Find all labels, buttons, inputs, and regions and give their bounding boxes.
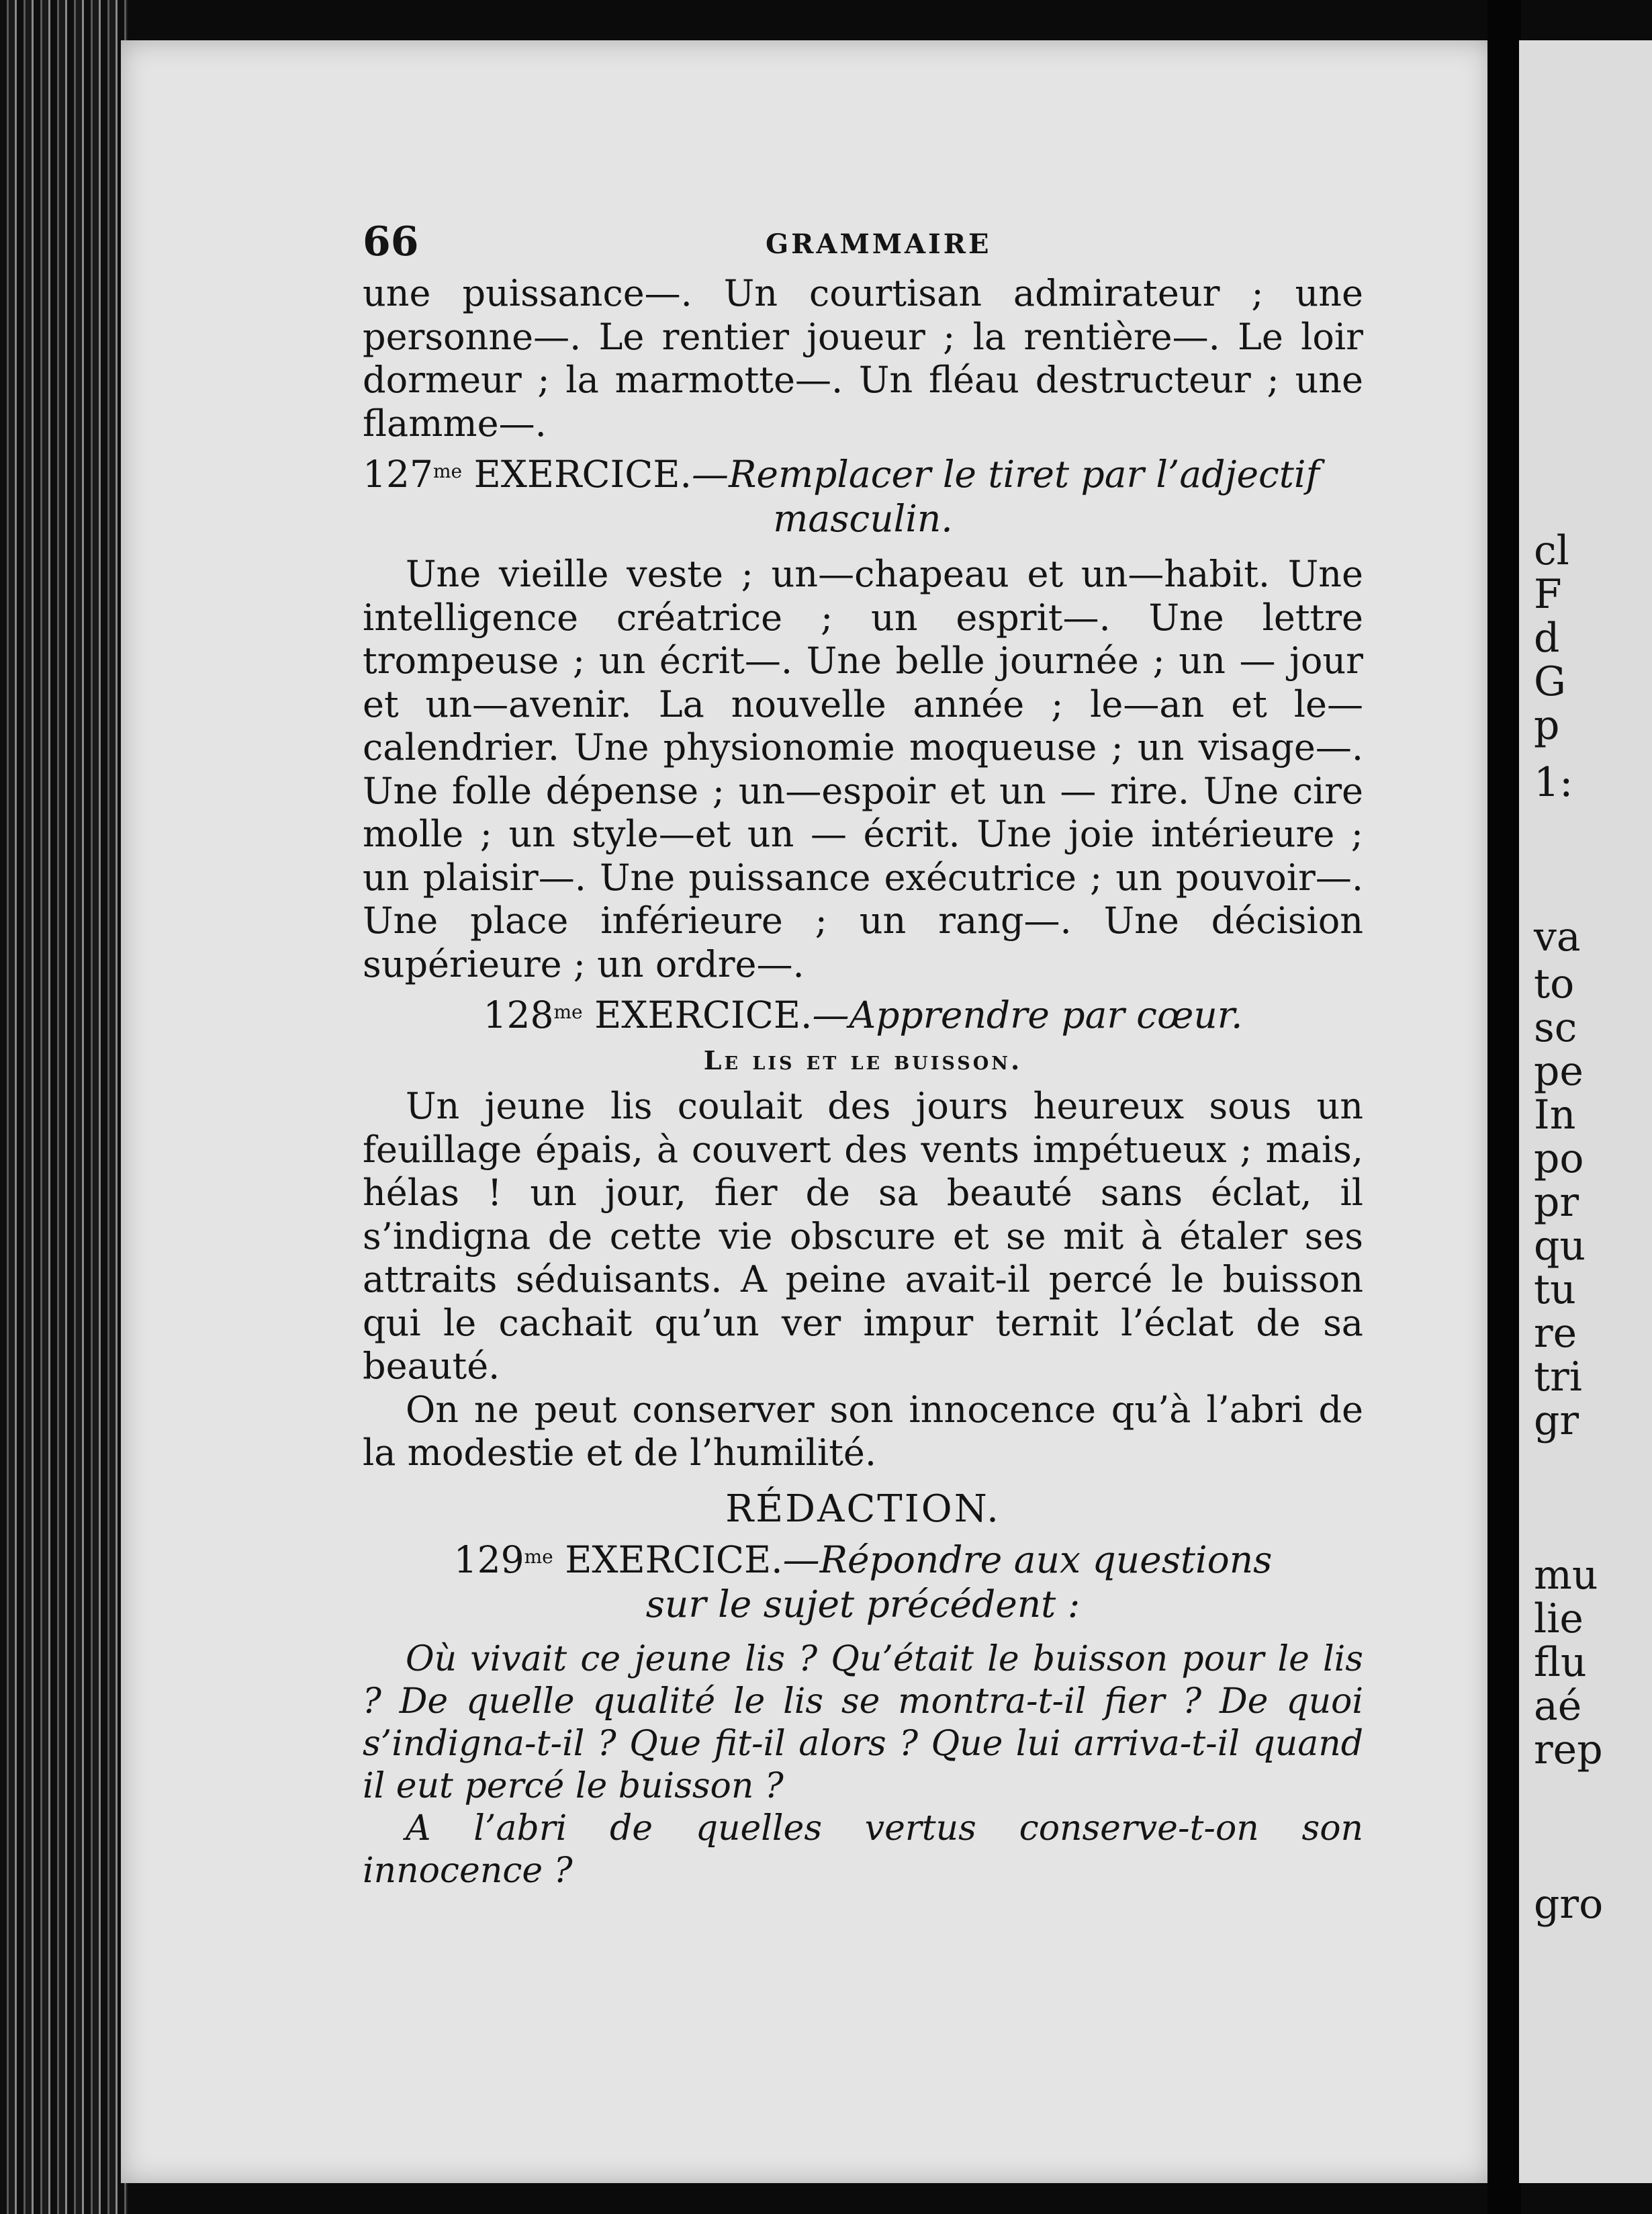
- exercise-instruction-cont: sur le sujet précédent :: [645, 1582, 1081, 1626]
- right-fragment: pe: [1534, 1048, 1584, 1095]
- exercise-instruction: —Répondre aux questions: [782, 1538, 1273, 1581]
- exercise-instruction-cont: masculin.: [773, 497, 953, 540]
- right-fragment: rep: [1534, 1726, 1603, 1773]
- right-fragment: d: [1534, 615, 1560, 662]
- exercise-label: EXERCICE.: [565, 1538, 783, 1581]
- exercise-number: 127: [363, 453, 433, 496]
- running-head: [363, 218, 1363, 272]
- exercise-128-heading: [363, 993, 1363, 1037]
- right-fragment: tri: [1534, 1354, 1582, 1401]
- right-fragment: G: [1534, 658, 1566, 705]
- right-fragment: qu: [1534, 1223, 1586, 1270]
- right-fragment: va: [1534, 914, 1581, 961]
- opening-paragraph: une puissance—. Un courtisan admirateur ; une personne—. Le rentier joueur ; la rentière—. Le loir dormeur ; la marmotte—. Un fléau destructeur ; une flamme—.: [363, 272, 1363, 445]
- exercise-label: EXERCICE.: [594, 993, 813, 1036]
- right-fragment: cl: [1534, 527, 1569, 574]
- exercise-129-heading: [363, 1538, 1363, 1626]
- section-title: RÉDACTION.: [725, 1487, 1001, 1531]
- exercise-instruction: —Remplacer le tiret par l’adjectif: [691, 453, 1320, 496]
- exercise-number: 129: [453, 1538, 524, 1581]
- book-gutter: [1487, 0, 1521, 2214]
- poem-title: Le lis et le buisson.: [703, 1045, 1023, 1075]
- exercise-instruction: —Apprendre par cœur.: [812, 993, 1243, 1036]
- page-text-block: [363, 218, 1363, 1892]
- right-fragment: gro: [1534, 1881, 1604, 1928]
- right-fragment: sc: [1534, 1004, 1577, 1051]
- exercise-number: 128: [483, 993, 554, 1036]
- exercise-129-questions: Où vivait ce jeune lis ? Qu’était le buisson pour le lis ? De quelle qualité le lis se montra-t-il fier ? De quoi s’indigna-t-il ? Que fit-il alors ? Que lui arriva-t-il quand il eut percé le buisson ?: [363, 1638, 1363, 1806]
- poem-body: Un jeune lis coulait des jours heureux sous un feuillage épais, à couvert des vents impétueux ; mais, hélas ! un jour, fier de sa beauté sans éclat, il s’indigna de cette vie obscure et se mit à étaler ses attraits séduisants. A peine avait-il percé le buisson qui le cachait qu’un ver impur ternit l’éclat de sa beauté.: [363, 1085, 1363, 1387]
- right-fragment: 1:: [1534, 759, 1573, 806]
- book-page-edges: [0, 0, 128, 2214]
- right-fragment: to: [1534, 961, 1575, 1008]
- running-title: GRAMMAIRE: [766, 228, 992, 260]
- right-fragment: po: [1534, 1135, 1584, 1182]
- exercise-129-final-question: A l’abri de quelles vertus conserve-t-on son innocence ?: [363, 1808, 1363, 1891]
- right-fragment: pr: [1534, 1179, 1579, 1226]
- right-fragment: p: [1534, 702, 1560, 749]
- right-fragment: In: [1534, 1092, 1576, 1139]
- ordinal-suffix: me: [432, 460, 463, 482]
- ordinal-suffix: me: [553, 1001, 583, 1023]
- page-number: 66: [363, 218, 419, 265]
- right-fragment: mu: [1534, 1552, 1598, 1599]
- right-fragment: gr: [1534, 1397, 1579, 1444]
- right-fragment: aé: [1534, 1683, 1582, 1730]
- poem-moral: On ne peut conserver son innocence qu’à l’abri de la modestie et de l’humilité.: [363, 1388, 1363, 1474]
- book-page-right-fragment: [1519, 40, 1652, 2183]
- right-fragment: flu: [1534, 1639, 1587, 1686]
- right-fragment: tu: [1534, 1266, 1576, 1313]
- right-fragment: re: [1534, 1310, 1577, 1357]
- ordinal-suffix: me: [524, 1545, 553, 1568]
- exercise-127-heading: [363, 452, 1363, 541]
- exercise-127-body: Une vieille veste ; un—chapeau et un—habit. Une intelligence créatrice ; un esprit—. Une lettre trompeuse ; un écrit—. Une belle journée ; un — jour et un—avenir. La nouvelle année ; le—an et le—calendrier. Une physionomie moqueuse ; un visage—. Une folle dépense ; un—espoir et un — rire. Une cire molle ; un style—et un — écrit. Une joie intérieure ; un plaisir—. Une puissance exécutrice ; un pouvoir—. Une place inférieure ; un rang—. Une décision supérieure ; un ordre—.: [363, 553, 1363, 985]
- exercise-label: EXERCICE.: [473, 453, 692, 496]
- right-fragment: lie: [1534, 1595, 1584, 1642]
- right-fragment: F: [1534, 571, 1562, 618]
